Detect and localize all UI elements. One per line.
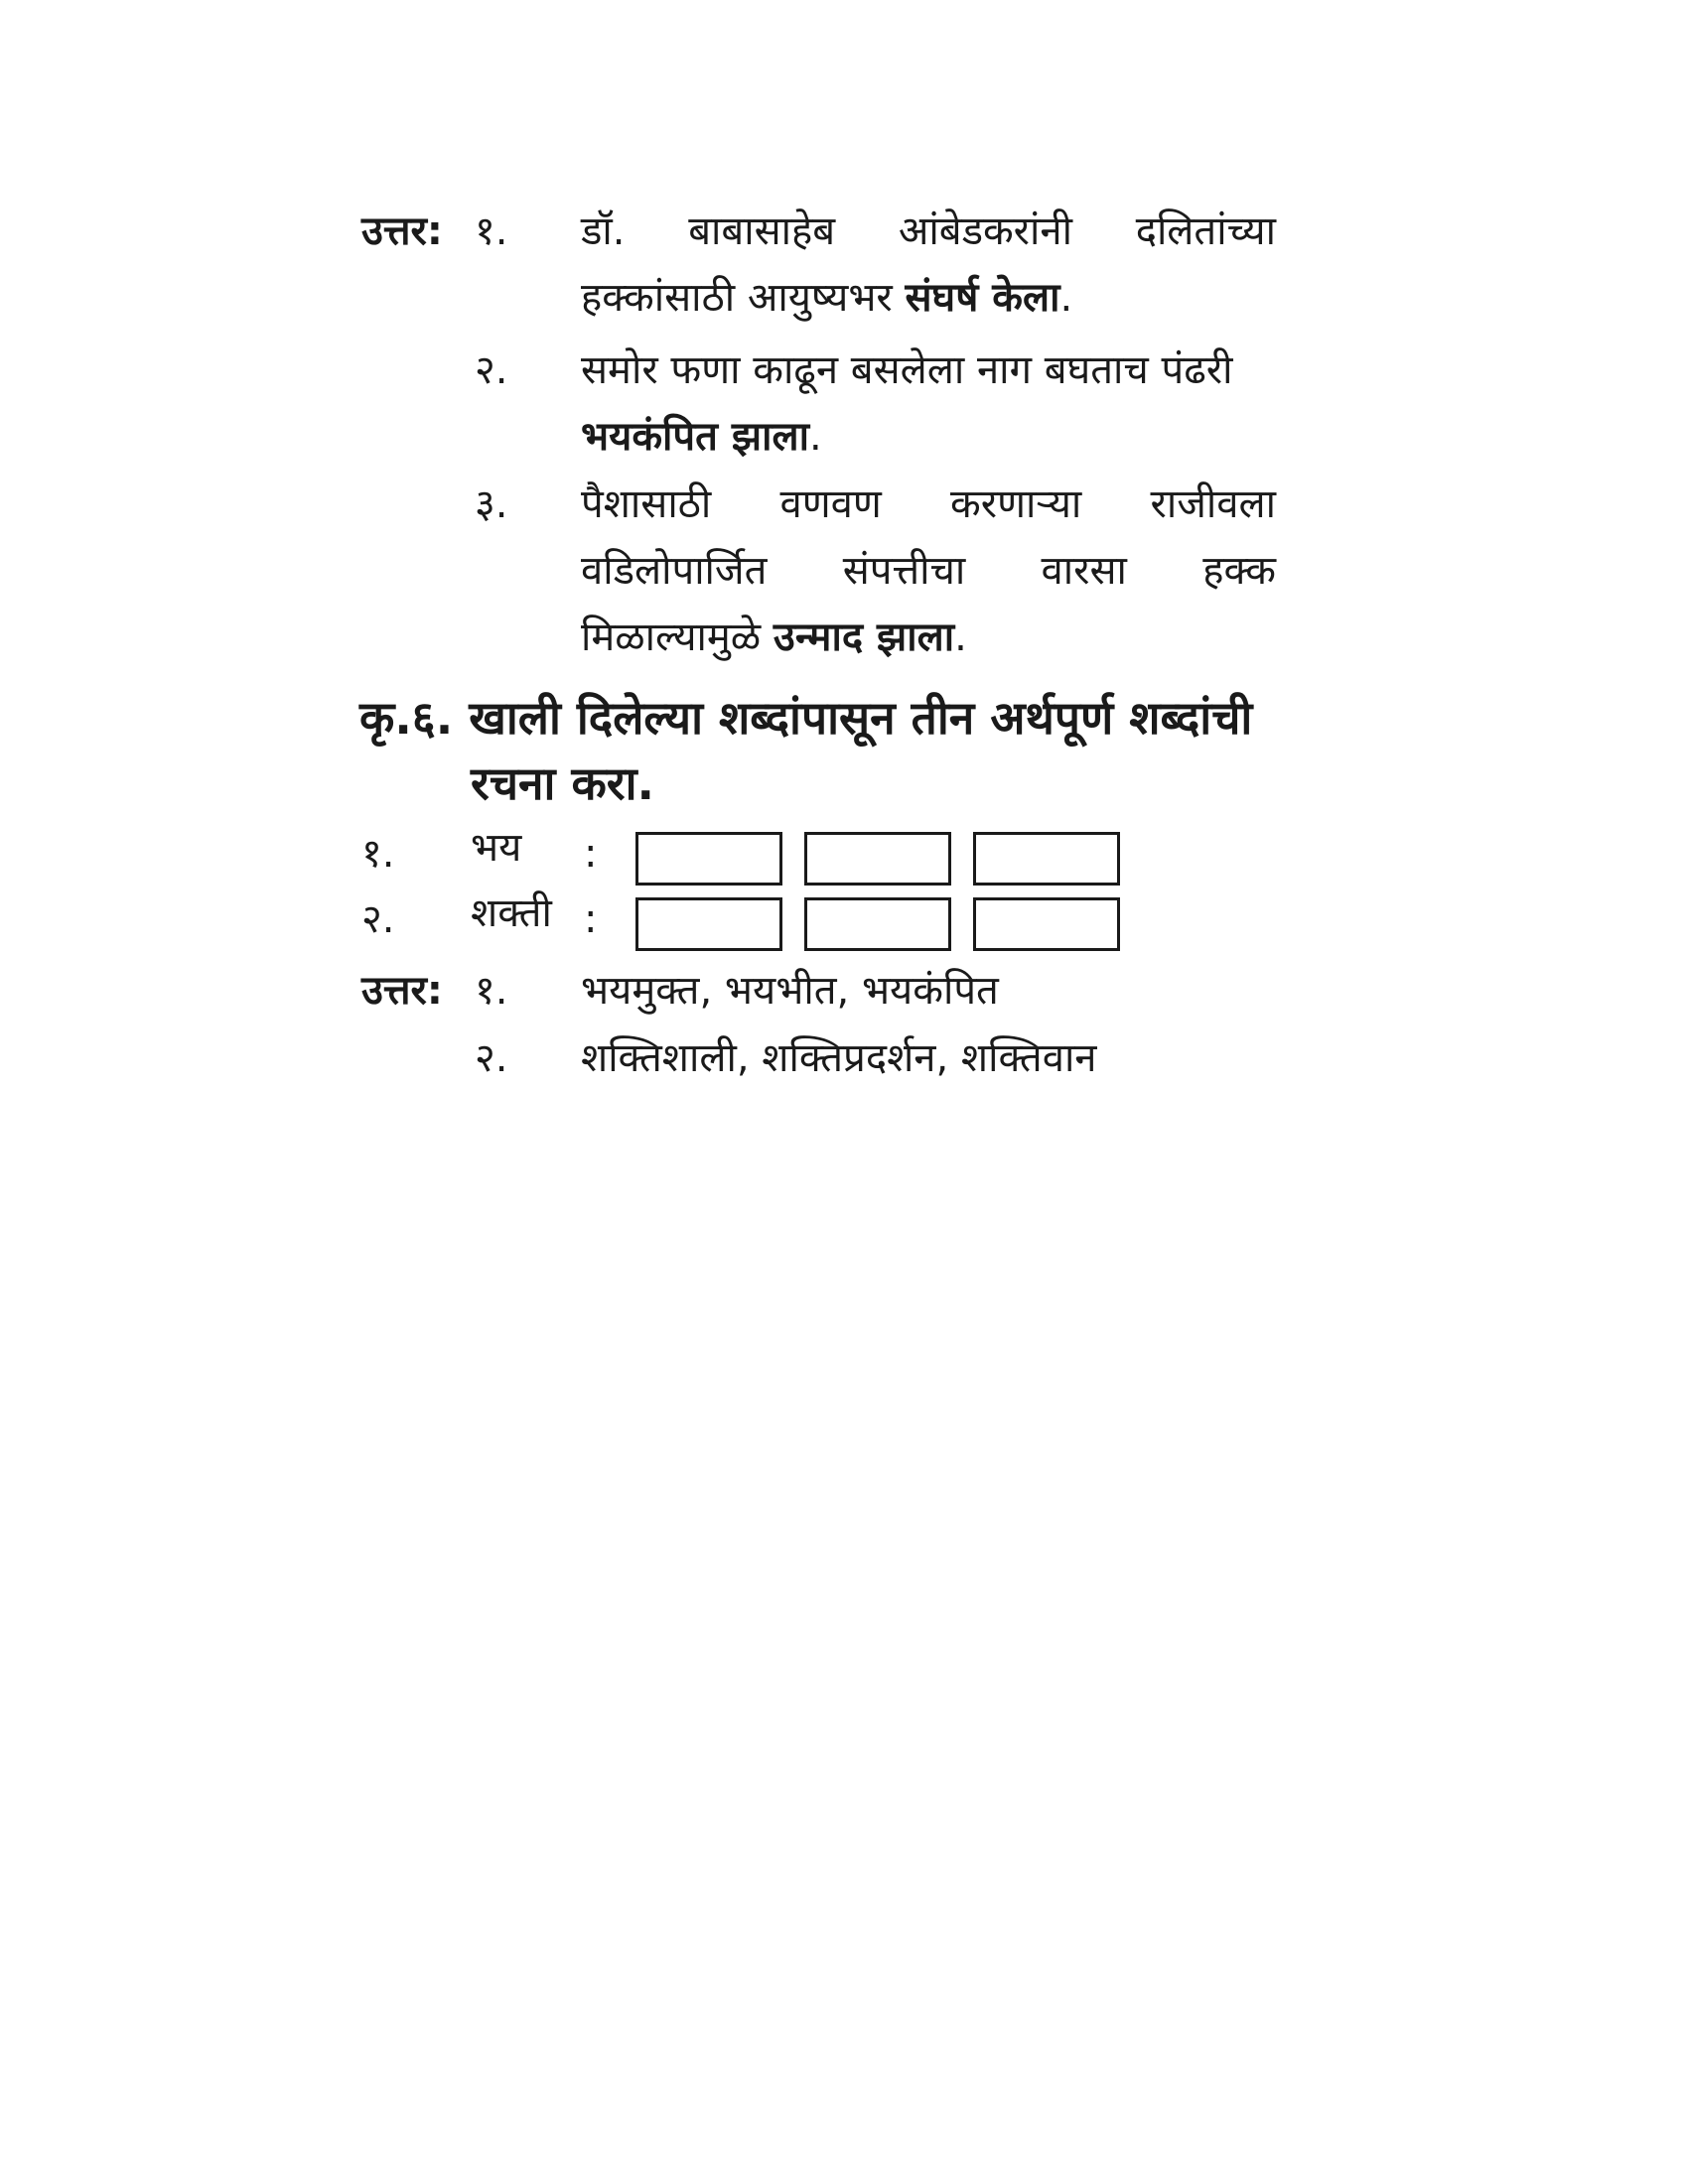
word: हक्क <box>1202 548 1276 594</box>
answer-box[interactable] <box>804 832 951 886</box>
row-word: शक्ती <box>471 890 552 936</box>
word: डॉ. <box>581 208 626 254</box>
answer-number: ३. <box>475 481 508 527</box>
answer-line <box>581 543 1276 599</box>
answer-box[interactable] <box>635 897 782 951</box>
row-colon: : <box>584 896 598 942</box>
answer-label: उत्तर: <box>361 208 443 254</box>
word: आंबेडकरांनी <box>898 208 1072 254</box>
plain-text: मिळाल्यामुळे <box>581 614 774 660</box>
answer-number: २. <box>475 347 508 393</box>
word: वणवण <box>779 481 882 527</box>
answer-box[interactable] <box>973 897 1120 951</box>
answer-number: १. <box>475 208 508 254</box>
answer-box[interactable] <box>973 832 1120 886</box>
answer-line: भयमुक्त, भयभीत, भयकंपित <box>581 968 999 1014</box>
word: संपत्तीचा <box>842 548 966 594</box>
row-colon: : <box>584 831 598 877</box>
word: करणाऱ्या <box>950 481 1082 527</box>
row-number: २. <box>361 896 395 942</box>
answer-label: उत्तर: <box>361 968 443 1014</box>
punctuation: . <box>1059 275 1073 321</box>
punctuation: . <box>808 414 822 460</box>
answer-line <box>581 610 967 665</box>
word: बाबासाहेब <box>688 208 836 254</box>
question-heading-line2: रचना करा. <box>471 756 655 810</box>
row-number: १. <box>361 831 395 877</box>
answer-box[interactable] <box>635 832 782 886</box>
bold-text: संघर्ष केला <box>905 275 1060 321</box>
punctuation: . <box>954 614 967 660</box>
answer-line: समोर फणा काढून बसलेला नाग बघताच पंढरी <box>581 347 1233 393</box>
word: पैशासाठी <box>581 481 712 527</box>
answer-box[interactable] <box>804 897 951 951</box>
answer-line <box>581 409 822 465</box>
bold-text: भयकंपित झाला <box>581 414 809 460</box>
answer-line <box>581 270 1072 326</box>
word: वडिलोपार्जित <box>581 548 768 594</box>
answer-line <box>581 204 1276 259</box>
answer-number: २. <box>475 1035 508 1081</box>
answer-number: १. <box>475 968 508 1014</box>
plain-text: हक्कांसाठी आयुष्यभर <box>581 275 906 321</box>
bold-text: उन्माद झाला <box>773 614 955 660</box>
answer-line: शक्तिशाली, शक्तिप्रदर्शन, शक्तिवान <box>581 1035 1097 1081</box>
word: वारसा <box>1041 548 1127 594</box>
question-heading: कृ.६. खाली दिलेल्या शब्दांपासून तीन अर्थपूर्ण शब्दांची <box>359 691 1253 745</box>
answer-line <box>581 477 1276 532</box>
row-word: भय <box>471 825 522 871</box>
word: राजीवला <box>1150 481 1276 527</box>
word: दलितांच्या <box>1135 208 1276 254</box>
